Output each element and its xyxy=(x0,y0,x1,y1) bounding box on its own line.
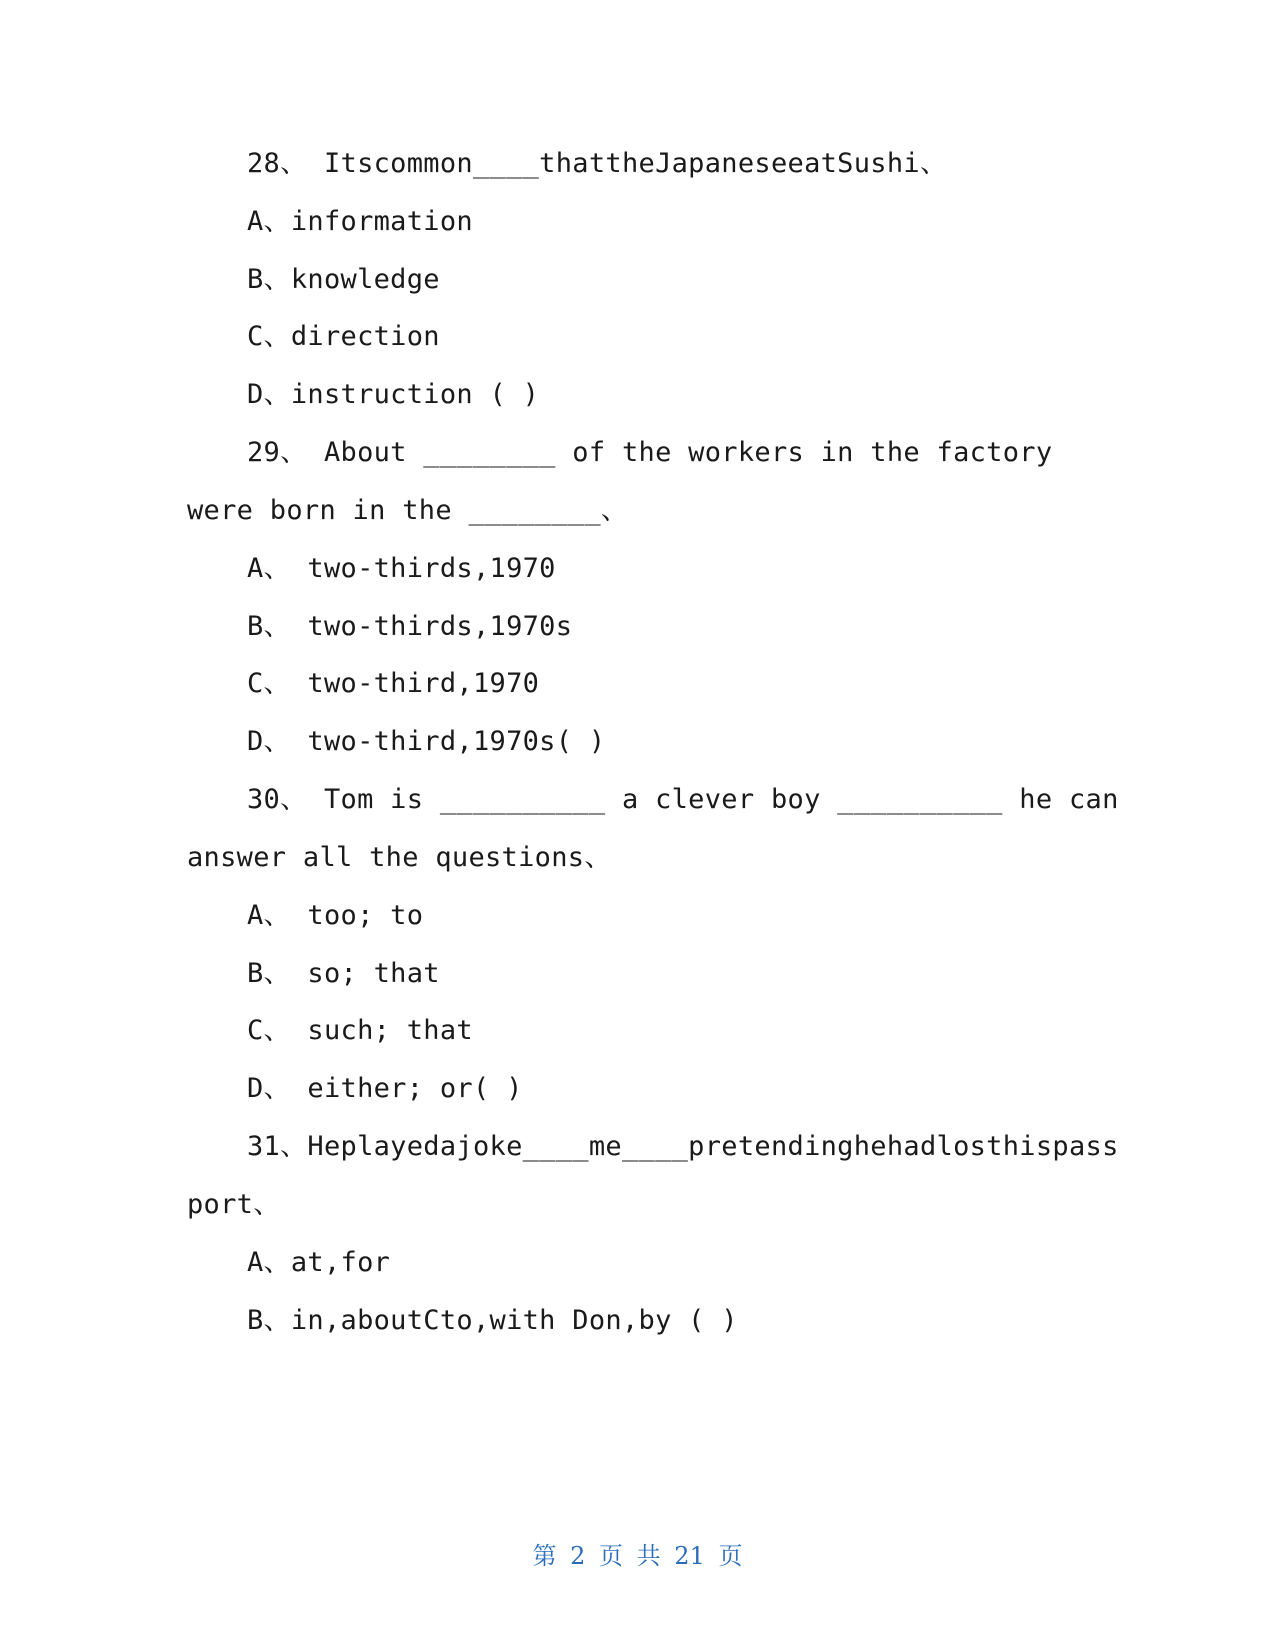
question-29-option-b: B、 two-thirds,1970s xyxy=(247,611,573,642)
page-number-footer: 第 2 页 共 21 页 xyxy=(532,1542,743,1570)
question-30-option-d: D、 either; or( ) xyxy=(247,1073,523,1104)
question-29-option-a: A、 two-thirds,1970 xyxy=(247,553,556,584)
question-30-stem-line1: 30、 Tom is __________ a clever boy __________ he can xyxy=(247,784,1119,815)
question-29-option-d: D、 two-third,1970s( ) xyxy=(247,726,606,757)
question-29-stem-line2: were born in the ________、 xyxy=(187,495,629,526)
question-31-option-a: A、at,for xyxy=(247,1247,391,1278)
question-29-stem-line1: 29、 About ________ of the workers in the factory xyxy=(247,437,1053,468)
question-28-option-a: A、information xyxy=(247,206,473,237)
question-29-option-c: C、 two-third,1970 xyxy=(247,668,540,699)
question-28-option-b: B、knowledge xyxy=(247,264,440,295)
question-28-option-c: C、direction xyxy=(247,321,440,352)
question-30-option-b: B、 so; that xyxy=(247,958,440,989)
question-30-option-a: A、 too; to xyxy=(247,900,424,931)
question-30-option-c: C、 such; that xyxy=(247,1015,473,1046)
question-31-stem-line1: 31、Heplayedajoke____me____pretendinghehadlosthispass xyxy=(247,1131,1119,1162)
question-31-stem-line2: port、 xyxy=(187,1189,281,1220)
question-31-option-b: B、in,aboutCto,with Don,by ( ) xyxy=(247,1305,738,1336)
question-28-stem: 28、 Itscommon____thattheJapaneseeatSushi、 xyxy=(247,148,948,179)
question-28-option-d: D、instruction ( ) xyxy=(247,379,540,410)
question-30-stem-line2: answer all the questions、 xyxy=(187,842,612,873)
